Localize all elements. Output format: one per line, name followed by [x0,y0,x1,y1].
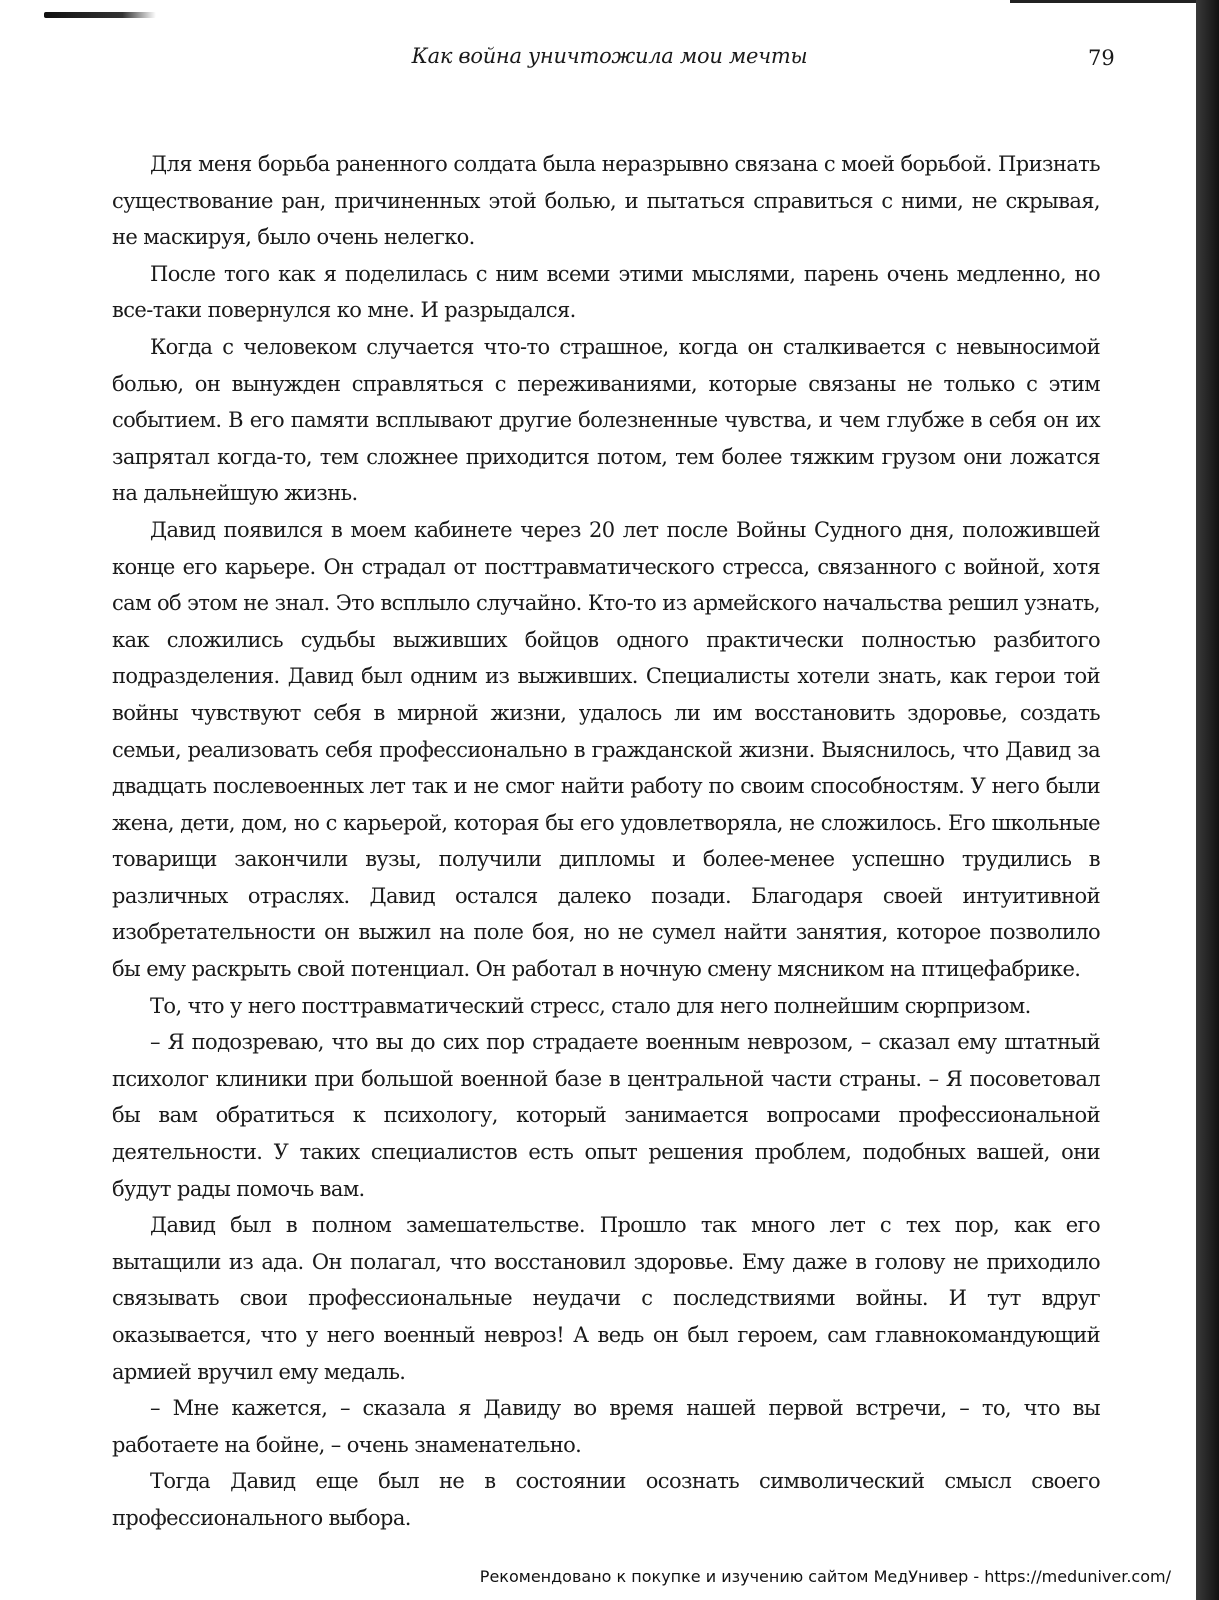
paragraph: – Мне кажется, – сказала я Давиду во время нашей первой встречи, – то, что вы работаете на бойне, – очень знаменательно. [112,1396,1100,1457]
scan-edge-shadow [1196,0,1219,1600]
paragraph: После того как я поделилась с ним всеми этими мыслями, парень очень медленно, но все-таки повернулся ко мне. И разрыдался. [112,261,1100,323]
scan-artifact-left [44,12,156,18]
page-number: 79 [1088,46,1115,70]
paragraph: Когда с человеком случается что-то страшное, когда он сталкивается с невыносимой болью, он вынужден справляться с переживаниями, которые связаны не только с этим событием. В его памяти всплывают другие болезненные чувства, и чем глубже в себя он их запрятал когда-то, тем сложнее приходится потом, тем более тяжким грузом они ложатся на дальнейшую жизнь. [112,334,1100,506]
paragraph: Тогда Давид еще был не в состоянии осознать символический смысл своего профессионального выбора. [112,1469,1100,1530]
footer-watermark-note: Рекомендовано к покупке и изучению сайтом МедУнивер - https://meduniver.com/ [479,1567,1171,1586]
paragraph: Давид был в полном замешательстве. Прошло так много лет с тех пор, как его вытащили из ада. Он полагал, что восстановил здоровье. Ему даже в голову не приходило связывать свои профессиональные неудачи с последствиями войны. И тут вдруг оказывается, что у него военный невроз! А ведь он был героем, сам главнокомандующий армией вручил ему медаль. [112,1213,1100,1384]
paragraph: Для меня борьба раненного солдата была неразрывно связана с моей борьбой. Признать существование ран, причиненных этой болью, и пытаться справиться с ними, не скрывая, не маскируя, было очень нелегко. [112,152,1100,250]
paragraph: Давид появился в моем кабинете через 20 лет после Войны Судного дня, положившей конце его карьере. Он страдал от посттравматического стресса, связанного с войной, хотя сам об этом не знал. Это всплыло случайно. Кто-то из армейского начальства решил узнать, как сложились судьбы выживших бойцов одного практически полностью разбитого подразделения. Давид был одним из выживших. Специалисты хотели знать, как герои той войны чувствуют себя в мирной жизни, удалось ли им восстановить здоровье, создать семьи, реализовать себя профессионально в гражданской жизни. Выяснилось, что Давид за двадцать послевоенных лет так и не смог найти работу по своим способностям. У него были жена, дети, дом, но с карьерой, которая бы его удовлетворяла, не сложилось. Его школьные товарищи закончили вузы, получили дипломы и более-менее успешно трудились в различных отраслях. Давид остался далеко позади. Благодаря своей интуитивной изобретательности он выжил на поле боя, но не сумел найти занятия, которое позволило бы ему раскрыть свой потенциал. Он работал в ночную смену мясником на птицефабрике. [112,517,1100,982]
paragraph: – Я подозреваю, что вы до сих пор страдаете военным неврозом, – сказал ему штатный психолог клиники при большой военной базе в центральной части страны. – Я посоветовал бы вам обратиться к психологу, который занимается вопросами профессиональной деятельности. У таких специалистов есть опыт решения проблем, подобных вашей, они будут рады помочь вам. [112,1030,1100,1201]
scan-artifact-right [1010,0,1196,3]
running-head: Как война уничтожила мои мечты [411,44,808,68]
paragraph: То, что у него посттравматический стресс, стало для него полнейшим сюрпризом. [150,993,1031,1018]
body-text [112,146,1100,1537]
